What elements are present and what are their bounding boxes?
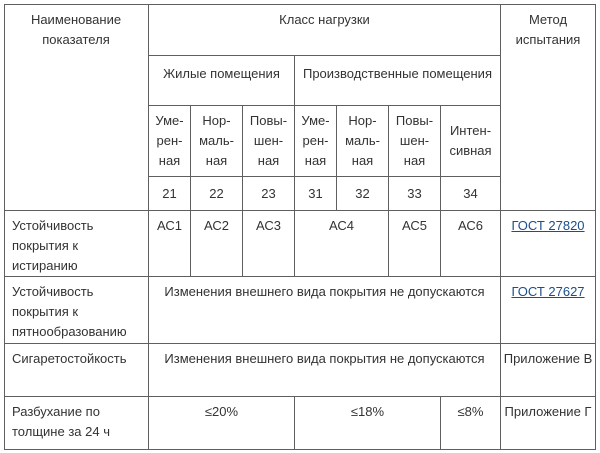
header-residential: Жилые помещения <box>149 56 295 106</box>
table-cell: ≤20% <box>149 397 295 450</box>
subclass-code: 23 <box>243 177 295 211</box>
subclass-21-name: Уме- рен- ная <box>149 106 191 177</box>
table-cell: Изменения внешнего вида покрытия не допускаются <box>149 277 501 344</box>
header-test-method: Метод испытания <box>501 4 596 211</box>
table-cell: ≤18% <box>295 397 441 450</box>
subclass-22-name: Нор- маль- ная <box>191 106 243 177</box>
header-load-class: Класс нагрузки <box>149 4 501 56</box>
subclass-code: 32 <box>337 177 389 211</box>
subclass-34-name: Интен- сивная <box>441 106 501 177</box>
row-swelling-method: Приложение Г <box>501 397 596 450</box>
table-cell: ≤8% <box>441 397 501 450</box>
subclass-code: 31 <box>295 177 337 211</box>
subclass-33-name: Повы- шен- ная <box>389 106 441 177</box>
table-cell: АС3 <box>243 211 295 277</box>
row-abrasion-method <box>501 211 596 277</box>
table-cell: АС4 <box>295 211 389 277</box>
table-cell: АС5 <box>389 211 441 277</box>
row-swelling-name: Разбухание по толщине за 24 ч <box>4 397 149 450</box>
subclass-code: 22 <box>191 177 243 211</box>
subclass-code: 34 <box>441 177 501 211</box>
gost-27820-link[interactable]: ГОСТ 27820 <box>511 218 585 233</box>
subclass-31-name: Уме- рен- ная <box>295 106 337 177</box>
row-cigarette-method: Приложение В <box>501 344 596 397</box>
row-cigarette-name: Сигаретостойкость <box>4 344 149 397</box>
subclass-32-name: Нор- маль- ная <box>337 106 389 177</box>
row-abrasion-name: Устойчивость покрытия к истиранию <box>4 211 149 277</box>
row-staining-name: Устойчивость покрытия к пятнообразованию <box>4 277 149 344</box>
table-cell: Изменения внешнего вида покрытия не допускаются <box>149 344 501 397</box>
table-cell: АС2 <box>191 211 243 277</box>
gost-27627-link[interactable]: ГОСТ 27627 <box>511 284 585 299</box>
subclass-code: 21 <box>149 177 191 211</box>
subclass-23-name: Повы- шен- ная <box>243 106 295 177</box>
header-indicator-name: Наименование показателя <box>4 4 149 211</box>
table-cell: АС6 <box>441 211 501 277</box>
header-industrial: Производственные помещения <box>295 56 501 106</box>
row-staining-method <box>501 277 596 344</box>
table-cell: АС1 <box>149 211 191 277</box>
subclass-code: 33 <box>389 177 441 211</box>
